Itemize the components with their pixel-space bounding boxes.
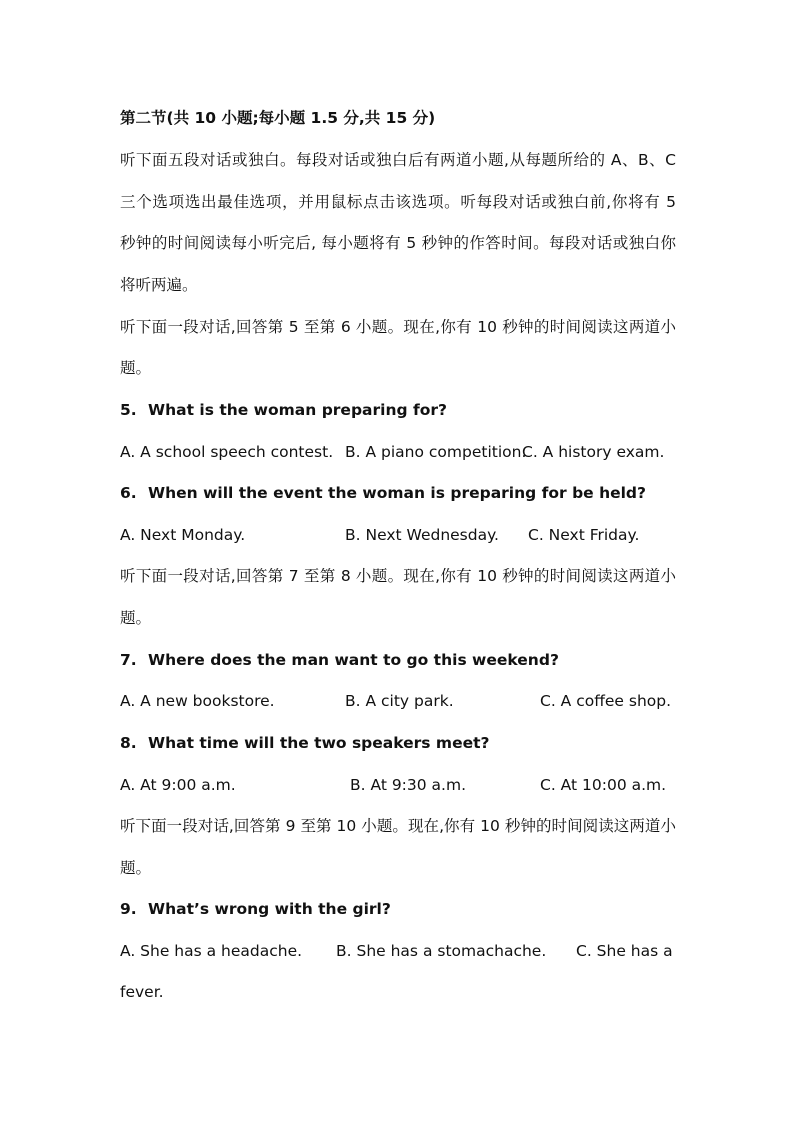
question-text: What’s wrong with the girl? xyxy=(148,900,391,918)
question-9 xyxy=(120,899,676,919)
question-6 xyxy=(120,483,676,503)
group-2-prompt-line-1: 听下面一段对话,回答第 7 至第 8 小题。现在,你有 10 秒钟的时间阅读这两道小 xyxy=(120,567,676,585)
option-6a[interactable]: A. Next Monday. xyxy=(120,526,246,544)
option-7b[interactable]: B. A city park. xyxy=(345,692,454,710)
question-text: When will the event the woman is preparing for be held? xyxy=(148,484,647,502)
question-number: 7. xyxy=(120,651,137,669)
question-number: 8. xyxy=(120,734,137,752)
group-1-prompt-line-2: 题。 xyxy=(120,359,152,377)
option-9a[interactable]: A. She has a headache. xyxy=(120,942,303,960)
section-title: 第二节(共 10 小题;每小题 1.5 分,共 15 分) xyxy=(120,109,436,127)
option-7a[interactable]: A. A new bookstore. xyxy=(120,692,275,710)
group-2-prompt-line-2: 题。 xyxy=(120,609,152,627)
option-9c-continuation: fever. xyxy=(120,983,164,1001)
option-6c[interactable]: C. Next Friday. xyxy=(528,526,640,544)
option-7c[interactable]: C. A coffee shop. xyxy=(540,692,672,710)
question-text: What is the woman preparing for? xyxy=(148,401,448,419)
group-1-prompt-line-1: 听下面一段对话,回答第 5 至第 6 小题。现在,你有 10 秒钟的时间阅读这两道小 xyxy=(120,318,676,336)
option-9b[interactable]: B. She has a stomachache. xyxy=(336,942,547,960)
instruction-line-3: 秒钟的时间阅读每小听完后, 每小题将有 5 秒钟的作答时间。每段对话或独白你 xyxy=(120,234,676,252)
option-6b[interactable]: B. Next Wednesday. xyxy=(345,526,499,544)
option-8a[interactable]: A. At 9:00 a.m. xyxy=(120,776,236,794)
instruction-line-4: 将听两遍。 xyxy=(120,276,198,294)
question-5 xyxy=(120,400,676,420)
question-7 xyxy=(120,650,676,670)
question-number: 9. xyxy=(120,900,137,918)
option-8c[interactable]: C. At 10:00 a.m. xyxy=(540,776,667,794)
instruction-line-1: 听下面五段对话或独白。每段对话或独白后有两道小题,从每题所给的 A、B、C xyxy=(120,151,676,169)
question-text: What time will the two speakers meet? xyxy=(148,734,490,752)
question-number: 6. xyxy=(120,484,137,502)
question-text: Where does the man want to go this weekend? xyxy=(148,651,559,669)
question-number: 5. xyxy=(120,401,137,419)
question-8 xyxy=(120,733,676,753)
instruction-line-2: 三个选项选出最佳选项，并用鼠标点击该选项。听每段对话或独白前,你将有 5 xyxy=(120,193,676,211)
option-5b[interactable]: B. A piano competition. xyxy=(345,443,527,461)
option-5c[interactable]: C. A history exam. xyxy=(522,443,665,461)
option-9c[interactable]: C. She has a xyxy=(576,942,673,960)
group-3-prompt-line-1: 听下面一段对话,回答第 9 至第 10 小题。现在,你有 10 秒钟的时间阅读这两道小 xyxy=(120,817,676,835)
option-8b[interactable]: B. At 9:30 a.m. xyxy=(350,776,467,794)
group-3-prompt-line-2: 题。 xyxy=(120,859,152,877)
option-5a[interactable]: A. A school speech contest. xyxy=(120,443,334,461)
